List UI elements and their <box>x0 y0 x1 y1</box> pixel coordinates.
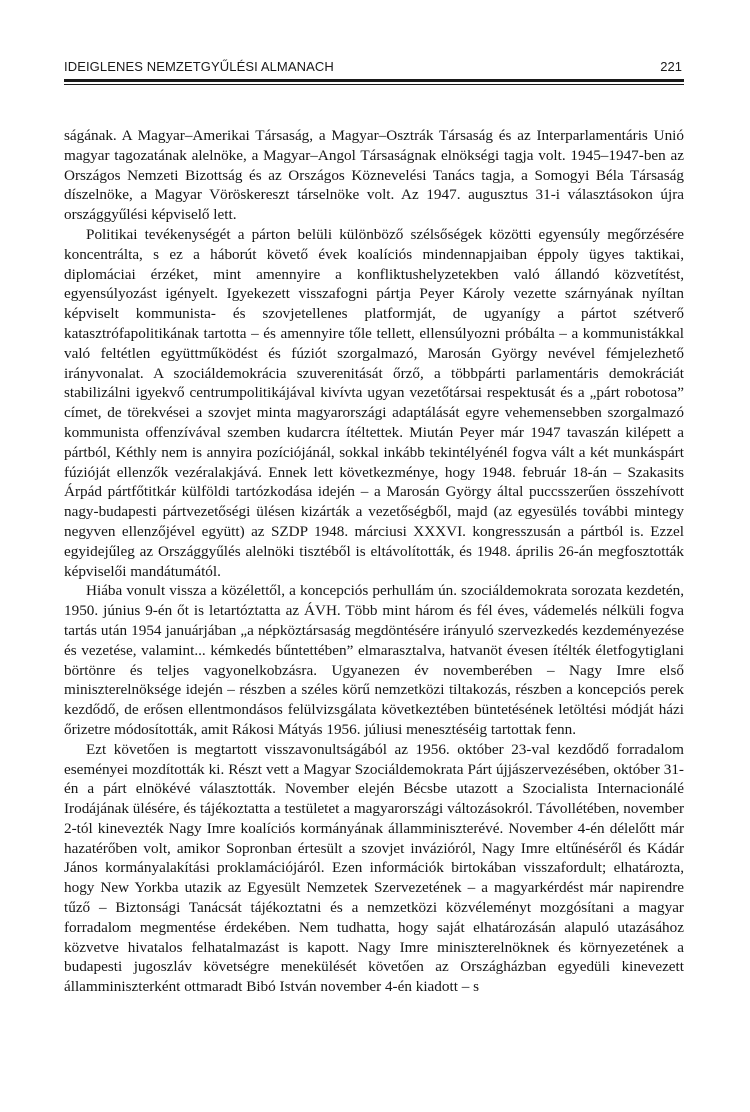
page-header <box>64 59 684 81</box>
paragraph-revolution: Ezt követően is megtartott visszavonultságából az 1956. október 23-val kezdődő forradalom eseményei mozdították ki. Részt vett a Magyar Szociáldemokrata Párt újjászervezésében, október 31-én a párt elnökévé választották. November elején Bécsbe utazott a Szocialista Internacionálé Irodájának ülésére, és tájékoztatta a testületet a magyarországi változásokról. Távollétében, november 2-tól kinevezték Nagy Imre koalíciós kormányának államminiszterévé. November 4-én délelőtt már hazatérőben volt, amikor Sopronban értesült a szovjet invázióról, Nagy Imre eltűnéséről és Kádár János kormányalakítási proklamációjáról. Ezen információk birtokában visszafordult; elhatározta, hogy New Yorkba utazik az Egyesült Nemzetek Szervezetének – a magyarkérdést már napirendre tűző – Biztonsági Tanácsát tájékoztatni és a nemzetközi közvéleményt mozgósítani a magyar forradalom megmentése érdekében. Nem tudhatta, hogy saját elhatározásán alapuló utazásához közvetve hivatalos felhatalmazást is kapott. Nagy Imre miniszterelnöknek és környezetének a budapesti jugoszláv követségre menekülését követően az Országházban egyedüli kinevezett államminiszterként ottmaradt Bibó István november 4-én kiadott – s <box>64 740 684 996</box>
header-rule-thin <box>64 84 684 85</box>
header-rule-thick <box>64 79 684 82</box>
paragraph-politics: Politikai tevékenységét a párton belüli különböző szélsőségek közötti egyensúly megőrzésére koncentrálta, s ez a háborút követő évek koalíciós mindennapjaiban éppoly ügyes taktikai, diplomáciai érzéket, mint amennyire a konfliktushelyzetekben való állandó közvetítést, egyensúlyozást igényelt. Igyekezett visszafogni pártja Peyer Károly vezette szárnyának nyíltan képviselt kommunista- és szovjetellenes platformját, de ugyanígy a pártot szétverő katasztrófapolitikának tartotta – és amennyire tőle tellett, ellensúlyozni próbálta – a kommunistákkal való feltétlen együttműködést és fúziót szorgalmazó, Marosán György nevével fémjelezhető irányvonalat. A szociáldemokrácia szuverenitását őrző, a többpárti parlamentáris demokráciát stabilizálni igyekvő centrumpolitikájával kivívta ugyan vezetőtársai respektusát és a „párt robotosa” címet, de törekvései a szovjet minta magyarországi adaptálását egyre vehemensebben szorgalmazó kommunista offenzívával szemben kudarcra ítéltettek. Miután Peyer már 1947 tavaszán kilépett a pártból, Kéthly nem is annyira pozíciójánál, sokkal inkább tekintélyénél fogva vált a két munkáspárt fúzióját ellenzők vezéralakjává. Ennek lett következménye, hogy 1948. február 18-án – Szakasits Árpád pártfőtitkár külföldi tartózkodása idején – a Marosán György által puccsszerűen összehívott nagy-budapesti pártvezetőségi ülésen kizárták a vezetőségből, majd (az egyesülés további mintegy negyven ellenzőjével együtt) az SZDP 1948. márciusi XXXVI. kongresszusán a pártból is. Ezzel egyidejűleg az Országgyűlés alelnöki tisztéből is eltávolították, és 1948. április 26-án megfosztották képviselői mandátumától. <box>64 225 684 580</box>
page-number: 221 <box>660 59 682 74</box>
paragraph-continuation: ságának. A Magyar–Amerikai Társaság, a Magyar–Osztrák Társaság és az Interparlamentáris Unió magyar tagozatának alelnöke, a Magyar–Angol Társaságnak elnökségi tagja volt. 1945–1947-ben az Országos Nemzeti Bizottság és az Országos Köznevelési Tanács tagja, a Somogyi Béla Társaság díszelnöke, a Magyar Vöröskereszt társelnöke volt. Az 1947. augusztus 31-i választásokon újra országgyűlési képviselő lett. <box>64 127 684 224</box>
running-head: IDEIGLENES NEMZETGYŰLÉSI ALMANACH <box>64 59 334 74</box>
body-text <box>64 126 684 997</box>
paragraph-arrest: Hiába vonult vissza a közélettől, a koncepciós perhullám ún. szociáldemokrata sorozata kezdetén, 1950. június 9-én őt is letartóztatta az ÁVH. Több mint három és fél éves, vádemelés nélküli fogva tartás után 1954 januárjában „a népköztársaság megdöntésére irányuló szervezkedés kezdeményezése és vezetése, valamint... kémkedés bűntettében” elmarasztalva, hatvanöt évesen ítélték életfogytiglani börtönre és teljes vagyonelkobzásra. Ugyanezen év novemberében – Nagy Imre első miniszterelnöksége idején – részben a széles körű nemzetközi tiltakozás, részben a koncepciós perek kezdődő, de erősen ellentmondásos felülvizsgálata következtében büntetésének letöltési módját házi őrizetre módosították, amit Rákosi Mátyás 1956. júliusi menesztéséig tartottak fenn. <box>64 582 684 738</box>
